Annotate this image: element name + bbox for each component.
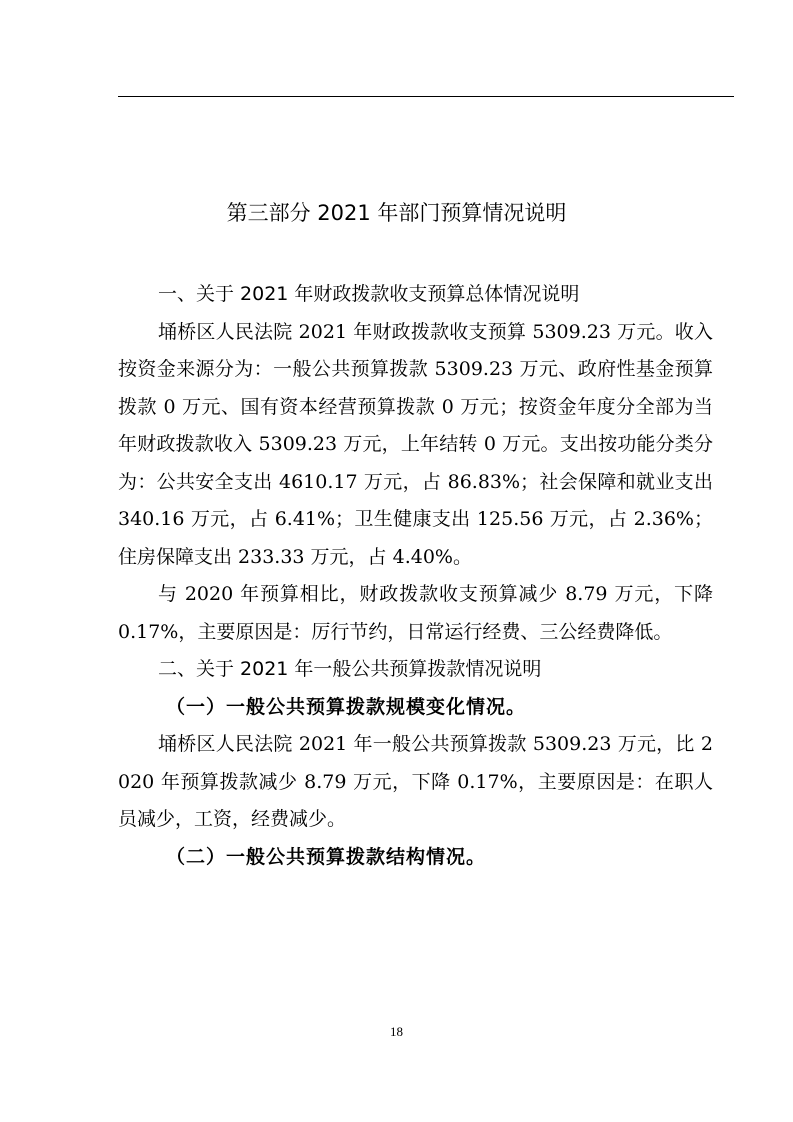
- section-1-paragraph-2: 与 2020 年预算相比，财政拨款收支预算减少 8.79 万元，下降 0.17%，主要原因是：厉行节约，日常运行经费、三公经费降低。: [118, 583, 713, 643]
- section-1-paragraph-1: 埇桥区人民法院 2021 年财政拨款收支预算 5309.23 万元。收入按资金来源分为：一般公共预算拨款 5309.23 万元、政府性基金预算拨款 0 万元、国有资本经营预算拨款 0 万元；按资金年度分全部为当年财政拨款收入 5309.23 万元，上年结转 0 万元。支出按功能分类分为：公共安全支出 4610.17 万元，占 86.83%；社会保障和就业支出 340.16 万元，占 6.41%；卫生健康支出 125.56 万元，占 2.36%；住房保障支出 233.33 万元，占 4.40%。: [118, 320, 713, 568]
- subsection-heading-1: （一）一般公共预算拨款规模变化情况。: [166, 695, 527, 718]
- page-title: 第三部分 2021 年部门预算情况说明: [226, 201, 567, 225]
- header-rule: [118, 96, 734, 97]
- page-number: 18: [390, 1024, 403, 1039]
- document-body: [118, 276, 713, 876]
- subsection-1-paragraph: 埇桥区人民法院 2021 年一般公共预算拨款 5309.23 万元，比 2020 年预算拨款减少 8.79 万元，下降 0.17%，主要原因是：在职人员减少，工资，经费减少。: [118, 733, 713, 830]
- subsection-heading-2: （二）一般公共预算拨款结构情况。: [166, 845, 487, 868]
- section-heading-2: 二、关于 2021 年一般公共预算拨款情况说明: [158, 658, 542, 680]
- section-heading-1: 一、关于 2021 年财政拨款收支预算总体情况说明: [158, 283, 580, 305]
